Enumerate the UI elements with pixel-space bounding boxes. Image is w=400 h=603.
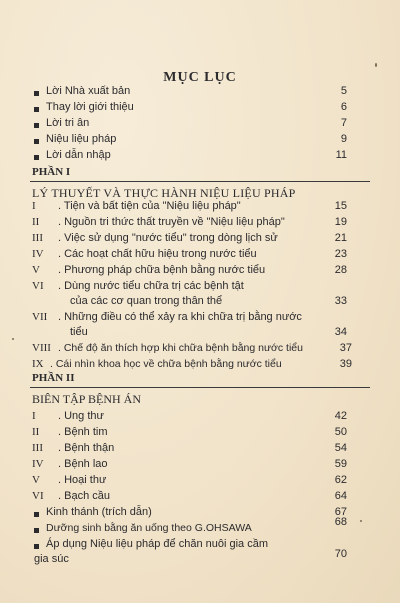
item-page: 19: [334, 216, 347, 228]
item-page: 62: [334, 474, 347, 486]
roman-numeral: IX: [32, 358, 44, 370]
part-label: PHẦN I: [32, 166, 71, 178]
item-label: Lời tri ân: [46, 117, 90, 129]
roman-numeral: VII: [32, 311, 48, 323]
paper-speck: [360, 520, 362, 522]
item-page: 64: [334, 490, 347, 502]
item-page: 7: [340, 117, 347, 129]
item-page: 70: [334, 548, 347, 560]
paper-speck: [375, 63, 377, 67]
item-label: . Bạch cầu: [58, 490, 110, 502]
bullet-icon: [34, 139, 39, 144]
bullet-icon: [34, 512, 39, 517]
item-label: . Phương pháp chữa bệnh bằng nước tiểu: [58, 264, 266, 276]
roman-numeral: III: [32, 232, 43, 244]
item-label: Lời dẫn nhập: [46, 149, 111, 161]
item-page: 50: [334, 426, 347, 438]
part-label: PHẦN II: [32, 372, 75, 384]
item-page: 42: [334, 410, 347, 422]
item-label: . Bệnh tim: [58, 426, 108, 438]
divider: [30, 387, 370, 388]
item-page: 39: [339, 358, 352, 370]
item-page: 54: [334, 442, 347, 454]
item-label: Áp dụng Niệu liệu pháp để chăn nuôi gia cầm: [46, 538, 268, 550]
roman-numeral: IV: [32, 248, 44, 260]
item-label: Kinh thánh (trích dẫn): [46, 506, 152, 518]
item-label: . Chế độ ăn thích hợp khi chữa bệnh bằng nước tiểu: [58, 342, 303, 354]
part-title: BIÊN TẬP BỆNH ÁN: [32, 392, 142, 406]
item-page: 9: [340, 133, 347, 145]
divider: [30, 181, 370, 182]
page-title: MỤC LỤC: [163, 70, 237, 85]
roman-numeral: V: [32, 264, 40, 276]
item-page: 37: [339, 342, 352, 354]
item-label: . Các hoạt chất hữu hiệu trong nước tiểu: [58, 248, 257, 260]
bullet-icon: [34, 91, 39, 96]
item-label: Dưỡng sinh bằng ăn uống theo G.OHSAWA: [46, 522, 252, 534]
item-label: . Cái nhìn khoa học về chữa bệnh bằng nước tiểu: [50, 358, 282, 370]
item-label: Lời Nhà xuất bản: [46, 85, 131, 97]
roman-numeral: IV: [32, 458, 44, 470]
roman-numeral: VI: [32, 280, 44, 292]
item-label-continued: gia súc: [34, 553, 69, 565]
paper-speck: [12, 338, 14, 340]
item-page: 11: [335, 149, 347, 161]
item-page: 68: [334, 516, 347, 528]
bullet-icon: [34, 107, 39, 112]
roman-numeral: V: [32, 474, 40, 486]
item-page: 59: [334, 458, 347, 470]
roman-numeral: VIII: [32, 342, 51, 354]
item-label: . Nguồn tri thức thất truyền về "Niệu liệu pháp": [58, 216, 285, 228]
roman-numeral: II: [32, 426, 40, 438]
item-label: . Tiện và bất tiện của "Niệu liệu pháp": [58, 200, 241, 212]
item-label-continued: tiểu: [70, 326, 88, 338]
bullet-icon: [34, 123, 39, 128]
roman-numeral: II: [32, 216, 40, 228]
item-label: . Ung thư: [58, 410, 104, 422]
item-page: 15: [334, 200, 347, 212]
roman-numeral: I: [32, 200, 36, 212]
item-label: . Bệnh thận: [58, 442, 115, 454]
item-page: 23: [334, 248, 347, 260]
item-page: 28: [334, 264, 347, 276]
item-page: 5: [340, 85, 347, 97]
bullet-icon: [34, 528, 39, 533]
roman-numeral: III: [32, 442, 43, 454]
part-title: LÝ THUYẾT VÀ THỰC HÀNH NIỆU LIỆU PHÁP: [32, 186, 296, 200]
item-label-continued: của các cơ quan trong thân thể: [70, 295, 223, 307]
bullet-icon: [34, 544, 39, 549]
item-label: . Hoại thư: [58, 474, 107, 486]
item-page: 6: [340, 101, 347, 113]
bullet-icon: [34, 155, 39, 160]
item-page: 33: [334, 295, 347, 307]
item-page: 34: [334, 326, 347, 338]
item-label: . Bệnh lao: [58, 458, 108, 470]
item-label: . Việc sử dụng "nước tiểu" trong dòng lịch sử: [58, 232, 278, 244]
item-page: 21: [334, 232, 347, 244]
item-label: Niệu liệu pháp: [46, 133, 117, 145]
item-page: 67: [334, 506, 347, 518]
item-label: Thay lời giới thiệu: [46, 101, 134, 113]
item-label: . Những điều có thể xảy ra khi chữa trị bằng nước: [58, 311, 302, 323]
roman-numeral: VI: [32, 490, 44, 502]
roman-numeral: I: [32, 410, 36, 422]
item-label: . Dùng nước tiểu chữa trị các bệnh tật: [58, 280, 244, 292]
